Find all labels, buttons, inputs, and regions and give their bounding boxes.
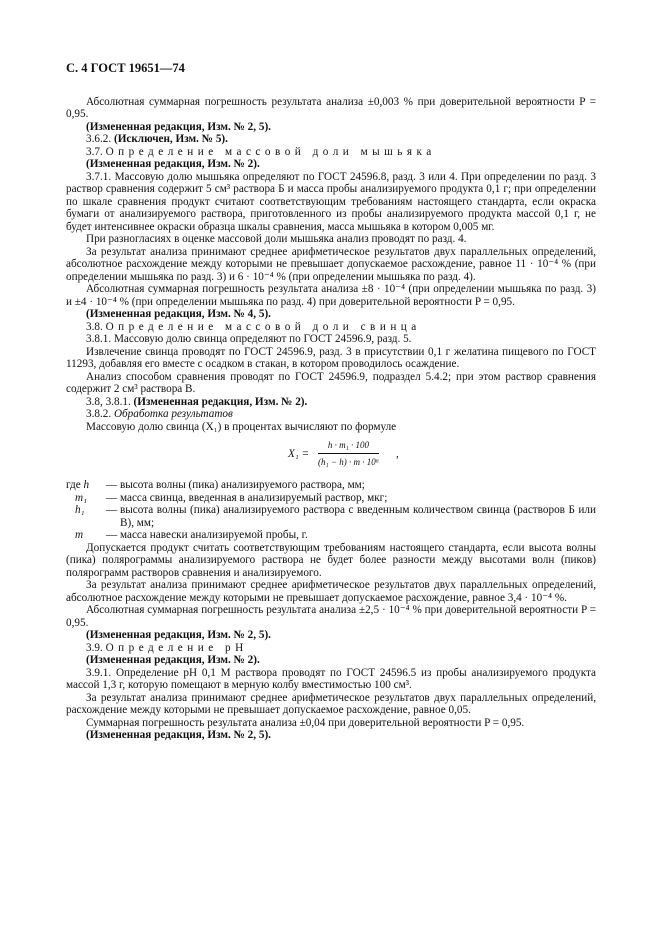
paragraph	[66, 146, 596, 159]
paragraph: Извлечение свинца проводят по ГОСТ 24596.9, разд. 3 в присутствии 0,1 г желатина пищевого по ГОСТ 11293, добавляя его вместе с осадком в стакан, в котором проводилось осаждение.	[66, 345, 596, 370]
paragraph: (Измененная редакция, Изм. № 2, 5).	[86, 629, 271, 641]
document-page	[66, 62, 596, 742]
section-number: 3.9.	[86, 641, 106, 654]
paragraph	[66, 642, 596, 655]
legend-symbol: h₁	[75, 504, 85, 516]
legend-dash: —	[106, 529, 118, 541]
formula-tail: ,	[396, 448, 399, 460]
page-header: С. 4 ГОСТ 19651—74	[66, 61, 185, 75]
paragraph: Анализ способом сравнения проводят по ГОСТ 24596.9, подраздел 5.4.2; при этом раствор сравнения содержит 2 см³ раствора В.	[66, 370, 596, 395]
clause-note: (Измененная редакция, Изм. № 2).	[133, 395, 308, 408]
paragraph	[66, 321, 596, 334]
paragraph: (Измененная редакция, Изм. № 2, 5).	[86, 729, 271, 741]
section-title: Определение массовой доли мышьяка	[105, 145, 436, 158]
legend-text: высота волны (пика) анализируемого раствора с введенным количеством свинца (растворов Б или В), мм;	[120, 504, 596, 529]
paragraph	[66, 133, 596, 146]
paragraph	[66, 408, 596, 421]
legend-symbol: m	[75, 529, 84, 541]
legend-text: масса навески анализируемой пробы, г.	[120, 529, 308, 541]
legend-item	[66, 492, 596, 505]
legend-item	[66, 479, 596, 492]
formula-numerator: h · m₁ · 100	[318, 439, 379, 454]
formula-legend	[66, 479, 596, 542]
legend-dash: —	[106, 479, 118, 491]
formula-fraction	[318, 439, 379, 468]
clause-number: 3.6.2.	[86, 133, 114, 145]
text-block-1	[66, 96, 596, 434]
legend-text: масса свинца, введенная в анализируемый раствор, мкг;	[120, 491, 388, 504]
clause-number: 3.8, 3.8.1.	[86, 395, 134, 408]
section-title: Определение рН	[105, 641, 248, 654]
paragraph: За результат анализа принимают среднее арифметическое результатов двух параллельных определений, абсолютное расхождение между которыми не превышает допускаемое расхождение, равное 3,4 · 10⁻⁴ %.	[66, 579, 596, 604]
paragraph: Суммарная погрешность результата анализа ±0,04 при доверительной вероятности P = 0,95.	[86, 716, 525, 729]
paragraph: За результат анализа принимают среднее арифметическое результатов двух параллельных определений, абсолютное расхождение между которыми не превышает допускаемое расхождение, равное 11 · 10⁻⁴ % (при определении мышьяка по разд. 3) и 6 · 10⁻⁴ % (при определении мышьяка по разд. 4).	[66, 245, 596, 283]
paragraph: (Измененная редакция, Изм. № 2, 5).	[86, 120, 271, 133]
legend-dash: —	[106, 504, 118, 516]
paragraph	[66, 396, 596, 409]
legend-item	[66, 504, 596, 529]
paragraph: Абсолютная суммарная погрешность результата анализа ±0,003 % при доверительной вероятности P = 0,95.	[66, 95, 596, 120]
paragraph: Абсолютная суммарная погрешность результата анализа ±2,5 · 10⁻⁴ % при доверительной вероятности P = 0,95.	[66, 604, 596, 629]
paragraph: 3.9.1. Определение pH 0,1 М раствора проводят по ГОСТ 24596.5 из пробы анализируемого продукта массой 1,3 г, которую помещают в мерную колбу вместимостью 100 см³.	[66, 666, 596, 691]
paragraph: (Измененная редакция, Изм. № 4, 5).	[86, 308, 271, 320]
legend-item	[66, 529, 596, 542]
formula-lhs: X₁ =	[288, 448, 310, 460]
legend-text: высота волны (пика) анализируемого раствора, мм;	[120, 479, 365, 491]
clause-note: (Исключен, Изм. № 5).	[113, 133, 228, 145]
paragraph: 3.8.1. Массовую долю свинца определяют по ГОСТ 24596.9, разд. 5.	[86, 333, 412, 345]
section-number: 3.8.	[86, 320, 106, 333]
paragraph: При разногласиях в оценке массовой доли мышьяка анализ проводят по разд. 4.	[86, 233, 467, 245]
clause-number: 3.8.2.	[86, 408, 114, 420]
paragraph: За результат анализа принимают среднее арифметическое результатов двух параллельных определений, расхождение между которыми не превышает допускаемое расхождение, равное 0,05.	[66, 691, 596, 716]
subsection-title: Обработка результатов	[113, 408, 233, 420]
section-title: Определение массовой доли свинца	[105, 320, 421, 333]
legend-dash: —	[106, 491, 118, 504]
paragraph: (Измененная редакция, Изм. № 2).	[86, 158, 260, 170]
paragraph: Абсолютная суммарная погрешность результата анализа ±8 · 10⁻⁴ (при определении мышьяка по разд. 3) и ±4 · 10⁻⁴ % (при определении мышьяка по разд. 4) при доверительной вероятности P = 0,95.	[66, 283, 596, 308]
paragraph: Массовую долю свинца (X₁) в процентах вычисляют по формуле	[86, 420, 397, 433]
legend-symbol: где h	[66, 479, 90, 491]
paragraph: 3.7.1. Массовую долю мышьяка определяют по ГОСТ 24596.8, разд. 3 или 4. При определении по разд. 3 раствор сравнения содержит 5 см³ раствора Б и масса пробы анализируемого продукта 0,1 г; при определении по шкале сравнения продукт считают соответствующим требованиям настоящего стандарта, если окраска бумаги от анализируемого раствора, приготовленного из пробы анализируемого продукта массой 0,1 г, не будет интенсивнее окраски образца шкалы сравнения, масса мышьяка в котором 0,005 мг.	[66, 170, 596, 233]
text-block-2	[66, 542, 596, 742]
legend-symbol: m₁	[75, 491, 87, 504]
paragraph: Допускается продукт считать соответствующим требованиям настоящего стандарта, если высота волны (пика) полярограммы анализируемого раствора не будет более разности между высотами волн (пиков) полярограмм растворов сравнения и анализируемого.	[66, 541, 596, 579]
section-number: 3.7.	[86, 145, 106, 158]
formula-denominator: (h₁ − h) · m · 10⁶	[318, 456, 379, 467]
paragraph: (Измененная редакция, Изм. № 2).	[86, 654, 260, 666]
formula-x1	[66, 433, 596, 479]
